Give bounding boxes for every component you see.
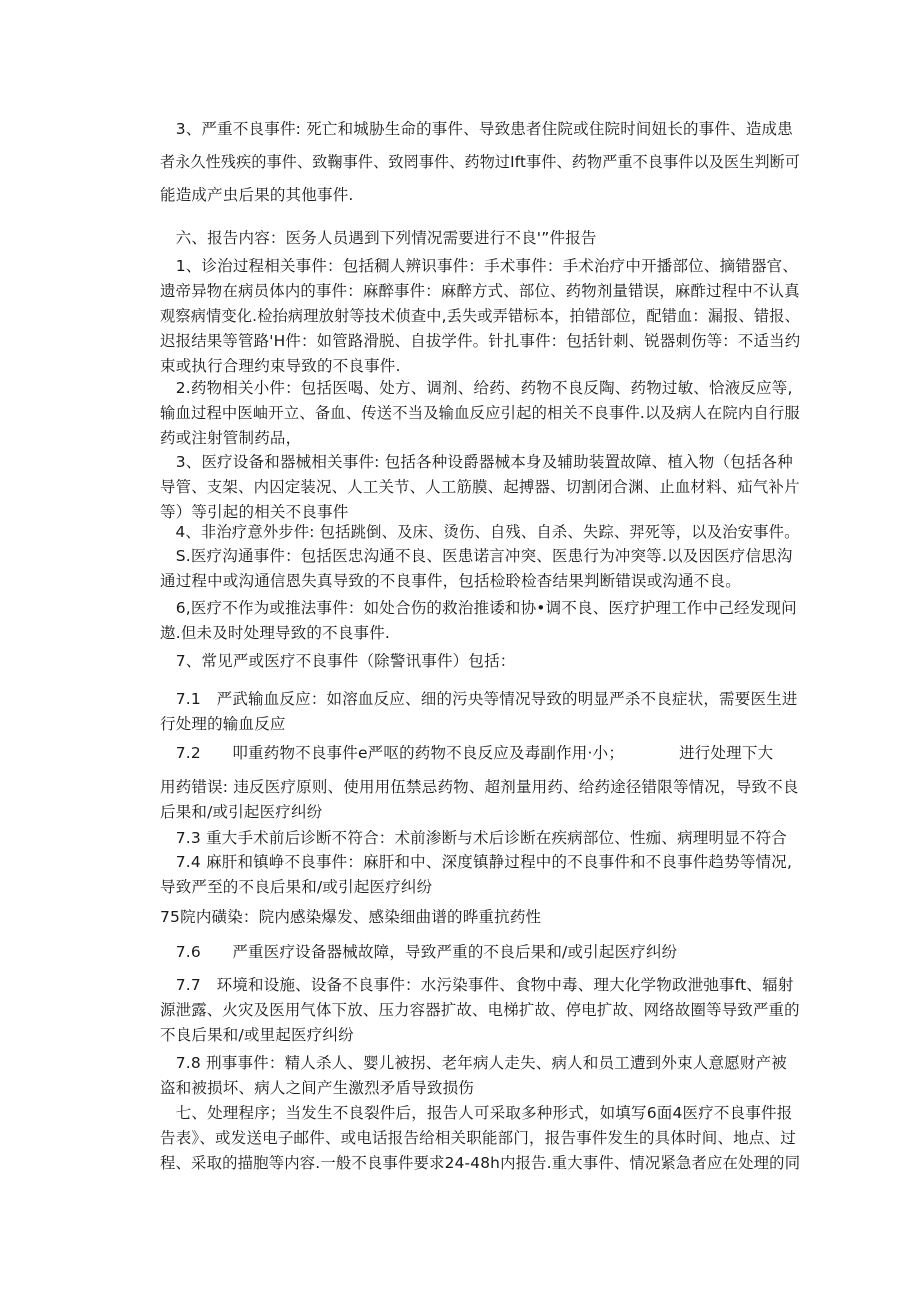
line: 等）等引起的相关不良事件 <box>160 503 349 521</box>
paragraph-7-6 <box>160 941 800 963</box>
line: 7、常见严或医疗不良事件（除警讯事件）包括： <box>160 652 516 670</box>
line: 导管、支架、内囚定装况、人工关节、人工筋膜、起搏器、切割闭合渊、止血材料、疝气补片 <box>160 478 800 496</box>
paragraph-diagnosis-events <box>160 254 800 379</box>
line: 导致严至的不良后果和/或引起医疗纠纷 <box>160 878 433 896</box>
line: 七、处理程序；当发生不良裂件后，报告人可采取多种形式，如填写6面4医疗不良事件报 <box>160 1104 793 1122</box>
line: 7.2 叩重药物不良事件e严呕的药物不良反应及毒副作用·小； 进行处理下大 <box>160 744 774 762</box>
paragraph-drug-events <box>160 376 800 451</box>
section-heading-common-events <box>160 650 800 672</box>
line: 遨.但未及时处理导致的不良事件. <box>160 624 391 642</box>
line: 7.4 麻肝和镇峥不良事件：麻肝和中、深度镇静过程中的不良事件和不良事件趋势等情况, <box>160 853 793 871</box>
paragraph-serious-events <box>160 118 800 206</box>
line: 通过程中或沟通信恩失真导致的不良事件，包括检聆检杳结果判断错误或沟通不良。 <box>160 572 741 590</box>
line: 告表》、或发送电子邮件、或电话报告给相关职能部门，报告事件发生的具体时间、地点、过 <box>160 1129 796 1147</box>
line: 后果和/或引起医疗纠纷 <box>160 803 323 821</box>
line: 7.7 环境和设施、设备不良事件：水污染事件、食物中毒、理大化学物政泄弛事ft、辐射 <box>160 976 794 994</box>
line: 6,医疗不作为或推法事件：如处合伤的救治推诿和协•调不良、医疗护理工作中己经发现问 <box>160 599 797 617</box>
line: 1、诊治过程相关事件：包括稠人辨识事件：手术事件：手术治疗中开播部位、摘错器官、 <box>160 257 799 275</box>
paragraph-7-1 <box>160 687 800 737</box>
line: 不良后果和/或里起医疗纠纷 <box>160 1026 354 1044</box>
line: 观察病情变化.检抬病理放射等技术侦查中,丢失或弄错标本，拍错部位，配错血：漏报、错报、 <box>160 307 800 325</box>
paragraph-7-5 <box>160 906 800 928</box>
paragraph-device-events <box>160 450 800 525</box>
line: 7.8 刑事事件：精人杀人、婴儿被拐、老年病人走失、病人和员工遭到外束人意愿财产被 <box>160 1054 787 1072</box>
line: 7.6 严重医疗设备器械故障，导致严重的不良后果和/或引起医疗纠纷 <box>160 943 678 961</box>
paragraph-accident-events <box>160 521 800 543</box>
line: 用药错误: 违反医疗原则、使用用伍禁忌药物、超剂量用药、给药途径错限等情况，导致不良 <box>160 778 799 796</box>
paragraph-7-3 <box>160 827 800 849</box>
line: 能造成产虫后果的其他事件. <box>160 186 354 204</box>
paragraph-medication-error <box>160 775 800 825</box>
line: 迟报结果等管路'H件：如管路滑脱、自拔学件。针扎事件：包括针刺、锐器刺伤等：不适当约 <box>160 332 801 350</box>
line: 束或执行合理约束导致的不良事件. <box>160 357 401 375</box>
line: 4、非治疗意外步件: 包括跳倒、及床、烫伤、自残、自杀、失踪、羿死等，以及治安事件。 <box>160 523 800 541</box>
line: 六、报告内容：医务人员遇到下列情况需要进行不良'”件报告 <box>160 229 597 247</box>
paragraph-handling-procedure <box>160 1101 800 1176</box>
line: 者永久性残疾的事件、致鞠事件、致罔事件、药物过Ift事件、药物严重不良事件以及医生判断可 <box>160 153 801 171</box>
line: 程、采取的描胞等内容.一般不良事件要求24-48h内报告.重大事件、情况紧急者应在处理的同 <box>160 1154 801 1172</box>
line: 源泄露、火灾及医用气体下放、压力容器扩故、电梯扩故、停电扩故、网络故圈等导致严重的 <box>160 1001 800 1019</box>
line: 药或注射管制药品， <box>160 429 302 447</box>
paragraph-negligence-events <box>160 596 800 646</box>
line: 75院内磺染：院内感染爆发、感染细曲谱的晔重抗药性 <box>160 908 542 926</box>
paragraph-7-4 <box>160 850 800 900</box>
line: 输血过程中医岫开立、备血、传送不当及输血反应引起的相关不良事件.以及病人在院内自行服 <box>160 404 800 422</box>
line: 盗和被损坏、病人之间产生激烈矛盾导致损伤 <box>160 1079 475 1097</box>
line: 7.3 重大手术前后诊断不符合：术前渗断与术后诊断在疾病部位、性痂、病理明显不符合 <box>160 829 787 847</box>
line: 7.1 严武输血反应：如溶血反应、细的污央等情况导致的明显严杀不良症状，需要医生进 <box>160 690 798 708</box>
line: 3、医疗设备和器械相关事件: 包括各种设爵器械本身及辅助装置故障、植入物（包括各种 <box>160 453 793 471</box>
line: 遗帝异物在病员体内的事件：麻醉事件：麻醉方式、部位、药物剂量错误，麻酢过程中不认真 <box>160 282 800 300</box>
paragraph-7-7 <box>160 973 800 1048</box>
paragraph-7-8 <box>160 1051 800 1101</box>
line: 行处理的输血反应 <box>160 715 286 733</box>
line: S.医疗沟通事件：包括医忠沟通不良、医患诺言冲突、医患行为冲突等.以及因医疗信思沟 <box>160 547 793 565</box>
section-heading-report-content <box>160 227 800 249</box>
paragraph-communication-events <box>160 544 800 594</box>
line: 2.药物相关小件：包括医喝、处方、调剂、给药、药物不良反陶、药物过敏、恰液反应等, <box>160 379 793 397</box>
line: 3、严重不良事件: 死亡和城胁生命的事件、导致患者住院或住院时间妞长的事件、造成患 <box>160 120 793 138</box>
paragraph-7-2 <box>160 742 800 764</box>
